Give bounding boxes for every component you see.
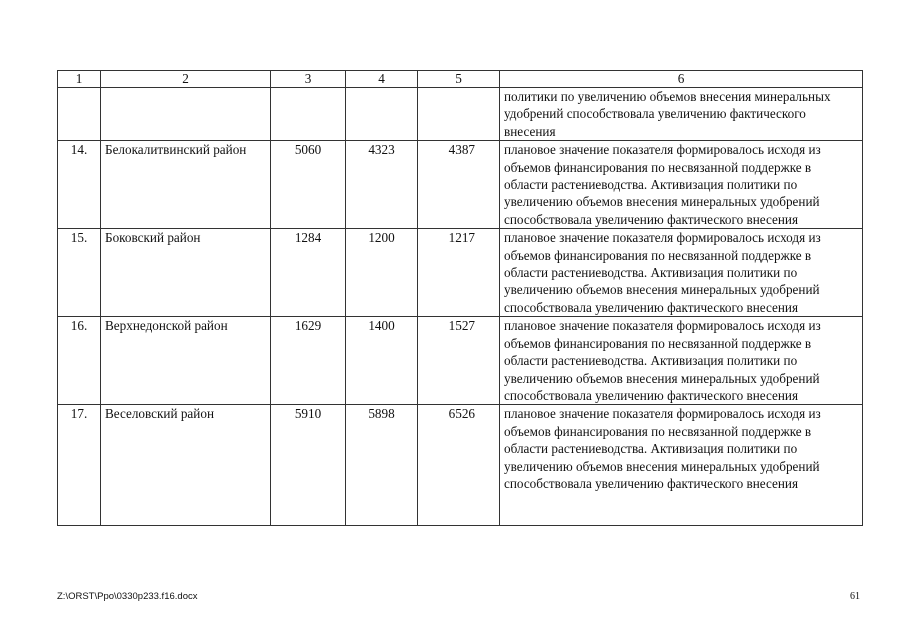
row-number: 17.	[58, 405, 101, 526]
table-row	[58, 317, 863, 405]
value-col-4: 1400	[346, 317, 418, 405]
column-header-5: 5	[418, 71, 500, 88]
value-col-4: 4323	[346, 141, 418, 229]
table-row-continuation	[58, 88, 863, 141]
value-col-5: 6526	[418, 405, 500, 526]
column-header-3: 3	[271, 71, 346, 88]
value-col-5: 4387	[418, 141, 500, 229]
column-header-4: 4	[346, 71, 418, 88]
table-header-row	[58, 71, 863, 88]
continuation-c5-cell	[418, 88, 500, 141]
continuation-c3-cell	[271, 88, 346, 141]
value-col-5: 1527	[418, 317, 500, 405]
note-cell: плановое значение показателя формировалось исходя из объемов финансирования по несвязанной поддержке в области растениеводства. Активизация политики по увеличению объемов внесения минеральных удобрений способствовала увеличению фактического внесения	[500, 141, 863, 229]
note-cell: плановое значение показателя формировалось исходя из объемов финансирования по несвязанной поддержке в области растениеводства. Активизация политики по увеличению объемов внесения минеральных удобрений способствовала увеличению фактического внесения	[500, 405, 863, 526]
row-number: 14.	[58, 141, 101, 229]
column-header-1: 1	[58, 71, 101, 88]
table-row	[58, 229, 863, 317]
row-number: 16.	[58, 317, 101, 405]
table-row	[58, 405, 863, 526]
district-name: Белокалитвинский район	[101, 141, 271, 229]
value-col-3: 5060	[271, 141, 346, 229]
row-number: 15.	[58, 229, 101, 317]
district-name: Веселовский район	[101, 405, 271, 526]
page-number: 61	[850, 591, 860, 602]
continuation-name-cell	[101, 88, 271, 141]
continuation-c4-cell	[346, 88, 418, 141]
value-col-3: 5910	[271, 405, 346, 526]
note-cell: плановое значение показателя формировалось исходя из объемов финансирования по несвязанной поддержке в области растениеводства. Активизация политики по увеличению объемов внесения минеральных удобрений способствовала увеличению фактического внесения	[500, 317, 863, 405]
district-name: Боковский район	[101, 229, 271, 317]
district-name: Верхнедонской район	[101, 317, 271, 405]
value-col-5: 1217	[418, 229, 500, 317]
table-row	[58, 141, 863, 229]
column-header-6: 6	[500, 71, 863, 88]
value-col-4: 5898	[346, 405, 418, 526]
continuation-note-cell: политики по увеличению объемов внесения минеральных удобрений способствовала увеличению фактического внесения	[500, 88, 863, 141]
column-header-2: 2	[101, 71, 271, 88]
continuation-num-cell	[58, 88, 101, 141]
value-col-4: 1200	[346, 229, 418, 317]
note-cell: плановое значение показателя формировалось исходя из объемов финансирования по несвязанной поддержке в области растениеводства. Активизация политики по увеличению объемов внесения минеральных удобрений способствовала увеличению фактического внесения	[500, 229, 863, 317]
footer-file-path: Z:\ORST\Ppo\0330p233.f16.docx	[57, 591, 198, 602]
value-col-3: 1629	[271, 317, 346, 405]
document-table	[57, 70, 863, 526]
value-col-3: 1284	[271, 229, 346, 317]
